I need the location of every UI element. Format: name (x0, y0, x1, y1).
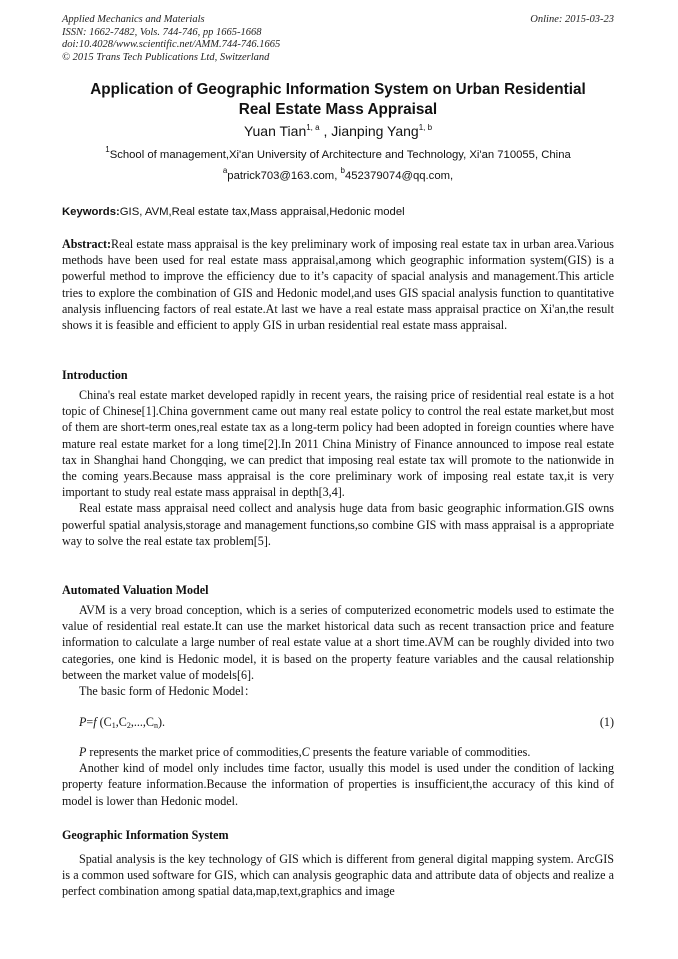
abstract-label: Abstract: (62, 237, 112, 251)
symbol-c: C (301, 745, 310, 759)
equation-number: (1) (599, 715, 614, 729)
avm-paragraph-3-text-2: presents the feature variable of commodities. (309, 745, 531, 759)
equation-equals: = (86, 715, 94, 729)
title-line-1: Application of Geographic Information System on Urban Residential (90, 81, 586, 98)
equation-sub-1: 1 (111, 721, 116, 730)
author-emails (62, 168, 614, 184)
email-a-marker: a (222, 166, 228, 175)
avm-paragraph-3 (62, 744, 614, 760)
author-list (62, 121, 614, 141)
abstract (62, 236, 614, 333)
affiliation (62, 147, 614, 163)
equation-mid: ,...,C (130, 715, 154, 729)
introduction-paragraph-1: China's real estate market developed rapidly in recent years, the raising price of residential real estate is a hot topic of Chinese[1].China government came out many real estate policy to control the real estate market,but most of them are short-term ones,real estate tax as a long-term policy had been adopted in foreign counties where have mature real estate market for a long time[2].In 2011 China Ministry of Finance announced to impose real estate tax in Shanghai hand Chongqing, we can predict that imposing real estate tax will promote to the nationwide in the coming years.Because mass appraisal is the core preliminary work of imposing real estate tax,it is very important to study real estate mass appraisal in depth[3,4]. (62, 388, 614, 500)
avm-body-continued (62, 744, 614, 809)
keywords-label: Keywords: (62, 206, 120, 218)
email-b[interactable]: 452379074@qq.com, (344, 170, 454, 182)
equation-function: f (93, 715, 97, 729)
journal-name: Applied Mechanics and Materials (62, 14, 205, 25)
section-heading-avm: Automated Valuation Model (62, 583, 209, 597)
author-1: Yuan Tian (243, 123, 307, 139)
affiliation-text: School of management,Xi'an University of Architecture and Technology, Xi'an 710055, China (109, 149, 571, 161)
keywords (62, 204, 614, 220)
equation-close: ). (158, 715, 166, 729)
section-heading-gis: Geographic Information System (62, 828, 229, 842)
equation-c2: ,C (115, 715, 127, 729)
equation-open: (C (96, 715, 112, 729)
abstract-text: Real estate mass appraisal is the key preliminary work of imposing real estate tax in urban area.Various methods have been used for real estate mass appraisal,among which geographic information system(GIS) is a powerful method to improve the efficiency due to it’s capacity of spacial analysis and management.This article tries to explore the combination of GIS and Hedonic model,and uses GIS spacial analysis function to quantitative analysis influencing factors of real estate.At last we have a real estate mass appraisal practice on Xi'an,the result shows it is feasible and efficient to apply GIS in urban residential real estate mass appraisal. (62, 237, 614, 333)
introduction-body (62, 387, 614, 549)
paper-title (62, 80, 614, 119)
avm-paragraph-4: Another kind of model only includes time factor, usually this model is used under the condition of lacking property feature information.Because the information of properties is insufficient,the accuracy of this kind of model is lower than Hedonic model. (62, 761, 614, 808)
introduction-paragraph-2: Real estate mass appraisal need collect and analysis huge data from basic geographic information.GIS owns powerful spatial analysis,storage and management functions,so combine GIS with mass appraisal is a appropriate way to solve the real estate tax problem[5]. (62, 501, 614, 548)
copyright-line: © 2015 Trans Tech Publications Ltd, Switzerland (62, 51, 270, 63)
author-1-affiliation: 1, a (306, 123, 320, 132)
email-b-marker: b (340, 166, 345, 175)
affiliation-marker: 1 (105, 145, 110, 154)
avm-paragraph-3-text-1: represents the market price of commodities, (86, 745, 302, 759)
email-a[interactable]: patrick703@163.com, (227, 170, 341, 182)
equation-sub-2: 2 (126, 721, 131, 730)
symbol-p: P (79, 745, 87, 759)
gis-paragraph-1: Spatial analysis is the key technology of GIS which is different from general digital mapping system. ArcGIS is a common used software for GIS, which can analysis geographic data and attribute data of objects and realize a perfect combination among spatial data,map,text,graphics and image (62, 852, 614, 899)
equation-sub-n: n (154, 721, 158, 730)
avm-body (62, 602, 614, 699)
section-heading-introduction: Introduction (62, 368, 128, 382)
issn-line: ISSN: 1662-7482, Vols. 744-746, pp 1665-1668 (62, 26, 262, 38)
online-date: Online: 2015-03-23 (530, 14, 614, 25)
gis-body (62, 851, 614, 900)
author-separator: , (319, 123, 332, 139)
journal-header (62, 14, 280, 64)
avm-paragraph-2: The basic form of Hedonic Model： (79, 684, 256, 699)
author-2: Jianping Yang (331, 123, 419, 139)
equation-1 (62, 714, 614, 730)
keywords-text: GIS, AVM,Real estate tax,Mass appraisal,Hedonic model (119, 206, 405, 218)
author-2-affiliation: 1, b (418, 123, 433, 132)
avm-paragraph-1: AVM is a very broad conception, which is a series of computerized econometric models used to estimate the value of residential real estate.It can use the market historical data such as recent transaction price and feature information to calculate a large number of real estate value at a short time.AVM can be roughly divided into two categories, one kind is Hedonic model, it is based on the property feature variables and the causal relationship between the market value of models[6]. (62, 603, 614, 682)
doi-line: doi:10.4028/www.scientific.net/AMM.744-746.1665 (62, 39, 281, 50)
title-line-2: Real Estate Mass Appraisal (238, 100, 438, 118)
equation-lhs: P (79, 715, 87, 729)
